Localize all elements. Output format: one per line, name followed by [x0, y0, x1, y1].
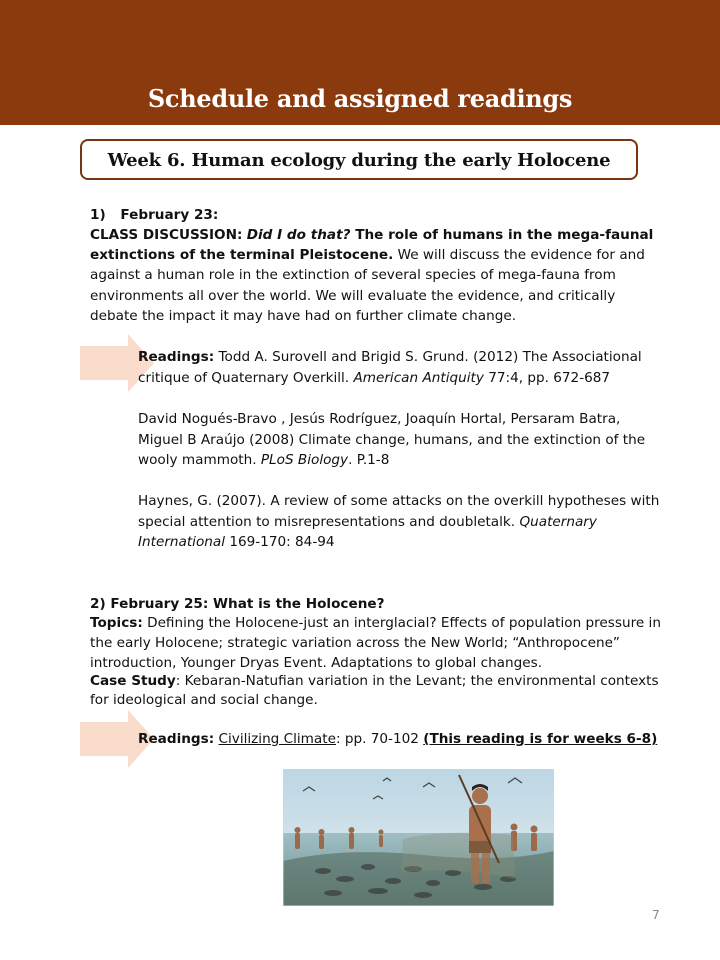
readings-label: Readings:	[138, 731, 215, 747]
topics-label: Topics:	[90, 615, 143, 631]
reading1-authors: Todd A. Surovell and Brigid S. Grund. (2012) The Associational	[214, 349, 642, 365]
reading2-journal: PLoS Biology	[260, 452, 349, 468]
topics-line1	[90, 613, 661, 634]
discussion-title-end: extinctions of the terminal Pleistocene.	[90, 247, 394, 263]
reading3-line3	[138, 532, 335, 553]
session1-desc-line2: against a human role in the extinction of several species of mega-fauna from	[90, 267, 616, 283]
session1-heading	[90, 205, 218, 226]
session2-heading: 2) February 25: What is the Holocene?	[90, 596, 385, 612]
discussion-title-rest: The role of humans in the mega-faunal	[350, 227, 654, 243]
week-title: Week 6. Human ecology during the early Holocene	[107, 150, 611, 171]
reading2-title-end: wooly mammoth.	[138, 452, 261, 468]
reading2-line1: David Nogués-Bravo , Jesús Rodríguez, Joaquín Hortal, Persaram Batra,	[138, 411, 621, 427]
session1-number: 1)	[90, 207, 106, 223]
topics-line2: the early Holocene; strategic variation across the New World; “Anthropocene”	[90, 635, 620, 651]
reading2-line2: Miguel B Araújo (2008) Climate change, humans, and the extinction of the	[138, 432, 646, 448]
readings-label: Readings:	[138, 349, 215, 365]
session1-desc-start: We will discuss the evidence for and	[393, 247, 645, 263]
case-study-line2: for ideological and social change.	[90, 692, 318, 708]
reading3-line2	[138, 512, 597, 533]
reading1-line1	[138, 347, 642, 368]
session1-line2	[90, 245, 645, 266]
reading1-journal: American Antiquity	[353, 370, 484, 386]
week-title-box	[80, 139, 638, 180]
session1-desc-line3: environments all over the world. We will evaluate the evidence, and critically	[90, 288, 616, 304]
page-number: 7	[652, 908, 660, 922]
reading3-pages: 169-170: 84-94	[225, 534, 335, 550]
topics-line3: introduction, Younger Dryas Event. Adaptations to global changes.	[90, 655, 543, 671]
session1-date: February 23:	[120, 207, 219, 223]
reading1-line2	[138, 368, 610, 389]
case-study-text: : Kebaran-Natufian variation in the Levant; the environmental contexts	[175, 673, 659, 689]
case-study-line1	[90, 671, 659, 692]
class-discussion-label: CLASS DISCUSSION:	[90, 227, 243, 243]
header-banner	[0, 0, 720, 125]
reading-note: (This reading is for weeks 6-8)	[423, 731, 658, 747]
reading1-pages: 77:4, pp. 672-687	[483, 370, 611, 386]
reading3-journal: Quaternary	[519, 514, 597, 530]
discussion-title-italic: Did I do that?	[246, 227, 351, 243]
topics-text: Defining the Holocene-just an interglacial? Effects of population pressure in	[142, 615, 661, 631]
session1-desc-line4: debate the impact it may have had on further climate change.	[90, 308, 517, 324]
reading2-line3	[138, 450, 389, 471]
reading3-title-end: special attention to misrepresentations and doubletalk.	[138, 514, 520, 530]
page-title: Schedule and assigned readings	[147, 84, 573, 113]
session1-line1	[90, 225, 653, 246]
reading2-pages: . P.1-8	[348, 452, 390, 468]
book-title-link[interactable]: Civilizing Climate	[218, 731, 336, 747]
reading3-journal-end: International	[138, 534, 225, 550]
case-study-label: Case Study	[90, 673, 176, 689]
session2-readings-line	[138, 729, 657, 750]
reading1-title: critique of Quaternary Overkill.	[138, 370, 354, 386]
book-pages: : pp. 70-102	[335, 731, 424, 747]
holocene-fishing-illustration	[283, 769, 554, 906]
reading3-line1: Haynes, G. (2007). A review of some attacks on the overkill hypotheses with	[138, 493, 660, 509]
